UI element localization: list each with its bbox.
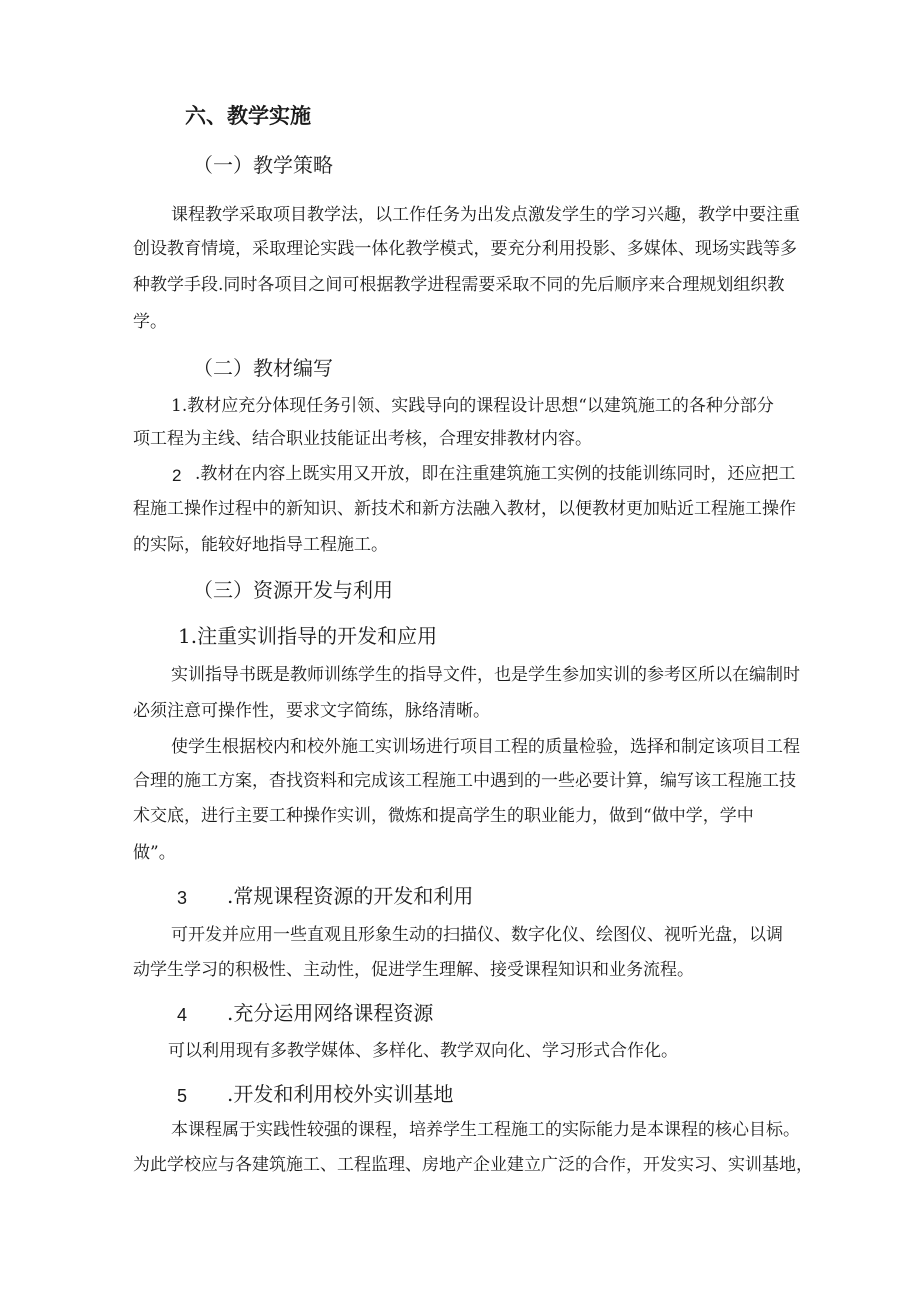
paragraph-line: 术交底，进行主要工种操作实训，微炼和提高学生的职业能力，做到“做中学，学中 xyxy=(133,806,754,826)
paragraph-line: 动学生学习的积极性、主动性，促进学生理解、接受课程知识和业务流程。 xyxy=(133,960,694,980)
list-item-line: 1.教材应充分体现任务引领、实践导向的课程设计思想“以建筑施工的各种分部分 xyxy=(171,396,774,416)
sub-heading-number: 4 xyxy=(177,1005,188,1025)
paragraph-line: 可以利用现有多教学媒体、多样化、教学双向化、学习形式合作化。 xyxy=(168,1041,678,1061)
list-item-number: 2 xyxy=(172,466,182,485)
sub-heading-training-guide: 1.注重实训指导的开发和应用 xyxy=(178,624,438,648)
list-item-line: 项工程为主线、结合职业技能证出考核，合理安排教材内容。 xyxy=(133,429,592,449)
sub-heading-network-resources: .充分运用网络课程资源 xyxy=(227,1001,434,1025)
paragraph-line: 做”。 xyxy=(133,843,176,863)
paragraph-line: 本课程属于实践性较强的课程，培养学生工程施工的实际能力是本课程的核心目标。 xyxy=(171,1120,800,1140)
list-item-line: .教材在内容上既实用又开放，即在注重建筑施工实例的技能训练同时，还应把工 xyxy=(195,464,796,484)
paragraph-line: 课程教学采取项目教学法，以工作任务为出发点激发学生的学习兴趣，教学中要注重 xyxy=(171,205,800,225)
sub-heading-number: 3 xyxy=(177,888,188,908)
sub-heading-course-resources: .常规课程资源的开发和利用 xyxy=(227,884,474,908)
paragraph-line: 学。 xyxy=(133,312,167,332)
sub-heading-number: 5 xyxy=(177,1086,188,1106)
paragraph-line: 可开发并应用一些直观且形象生动的扫描仪、数字化仪、绘图仪、视听光盘，以调 xyxy=(171,925,783,945)
paragraph-line: 合理的施工方案，杳找资料和完成该工程施工中遇到的一些必要计算，编写该工程施工技 xyxy=(133,771,796,791)
subsection-title-teaching-strategy: （一）教学策略 xyxy=(193,153,333,177)
paragraph-line: 实训指导书既是教师训练学生的指导文件，也是学生参加实训的参考区所以在编制时 xyxy=(171,665,800,685)
paragraph-line: 使学生根据校内和校外施工实训场进行项目工程的质量检验，选择和制定该项目工程 xyxy=(171,737,800,757)
sub-heading-training-base: .开发和利用校外实训基地 xyxy=(227,1082,454,1106)
subsection-title-textbook: （二）教材编写 xyxy=(193,356,333,380)
paragraph-line: 必须注意可操作性，要求文字简练，脉络清晰。 xyxy=(133,701,490,721)
section-heading: 六、教学实施 xyxy=(185,104,311,128)
list-item-line: 的实际，能较好地指导工程施工。 xyxy=(133,535,388,555)
subsection-title-resources: （三）资源开发与利用 xyxy=(193,578,393,602)
paragraph-line: 为此学校应与各建筑施工、工程监理、房地产企业建立广泛的合作，开发实习、实训基地， xyxy=(133,1155,813,1175)
paragraph-line: 种教学手段.同时各项目之间可根据教学进程需要采取不同的先后顺序来合理规划组织教 xyxy=(133,275,785,295)
paragraph-line: 创设教育情境，采取理论实践一体化教学模式，要充分利用投影、多媒体、现场实践等多 xyxy=(133,239,797,259)
list-item-line: 程施工操作过程中的新知识、新技术和新方法融入教材，以便教材更加贴近工程施工操作 xyxy=(133,499,796,519)
